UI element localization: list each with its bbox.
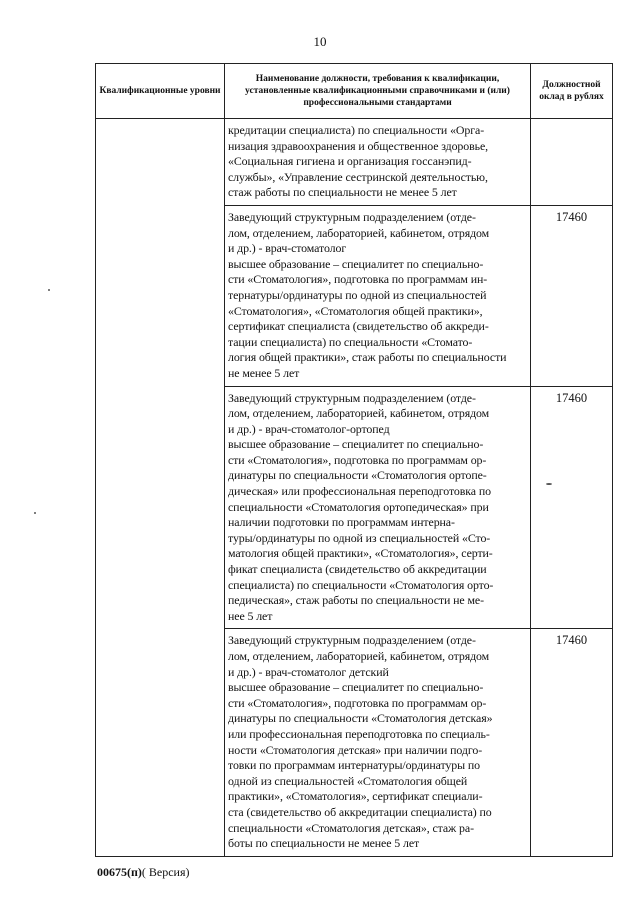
header-salary: Должностной оклад в рублях (531, 64, 613, 119)
salary-cell (531, 119, 613, 206)
salary-cell (531, 629, 613, 856)
position-cell (225, 205, 531, 386)
salary-cell (531, 205, 613, 386)
position-text: Заведующий структурным подразделением (отде- лом, отделением, лабораторией, кабинетом, отрядом и др.) - врач-стоматолог детский высшее образование – специалитет по специально- сти «Стоматология», подготовка по программам ор- динатуры по специальности «Стоматология детская» или профессиональная переподготовка по специаль- ности «Стоматология детская» при наличии подго- товки по программам интернатуры/ординатуры по одной из специальностей «Стоматология общей практики», «Стоматология», сертификат специали- ста (свидетельство об аккредитации специалиста) по специальности «Стоматология детская», стаж ра- боты по специальности не менее 5 лет (228, 633, 493, 851)
document-version: ( Версия) (141, 865, 190, 879)
qualification-level-cell (96, 119, 225, 857)
position-text: Заведующий структурным подразделением (отде- лом, отделением, лабораторией, кабинетом, отрядом и др.) - врач-стоматолог-ортопед высшее образование – специалитет по специально- сти «Стоматология», подготовка по программам ор- динатуры по специальности «Стоматология ортопе- дическая» или профессиональная переподготовка по специальности «Стоматология ортопедическая» при наличии подготовки по программам интерна- туры/ординатуры по одной из специальностей «Сто- матология общей практики», «Стоматология», серти- фикат специалиста (свидетельство об аккредитации специалиста) по специальности «Стоматология орто- педическая», стаж работы по специальности не ме- нее 5 лет (228, 390, 494, 623)
qualification-table (95, 63, 613, 857)
position-text: кредитации специалиста) по специальности «Орга- низация здравоохранения и общественное здоровье, «Социальная гигиена и организация госсанэпид- службы», «Управление сестринской деятельностью, стаж работы по специальности не менее 5 лет (228, 123, 489, 200)
table-header-row (96, 64, 613, 119)
document-version-footer (97, 865, 190, 880)
position-cell (225, 629, 531, 856)
position-cell (225, 386, 531, 629)
position-cell (225, 119, 531, 206)
position-text: Заведующий структурным подразделением (отде- лом, отделением, лабораторией, кабинетом, отрядом и др.) - врач-стоматолог высшее образование – специалитет по специально- сти «Стоматология», подготовка по программам ин- тернатуры/ординатуры по одной из специальностей «Стоматология», «Стоматология общей практики», сертификат специалиста (свидетельство об аккреди- тации специалиста) по специальности «Стомато- логия общей практики», стаж работы по специальности не менее 5 лет (228, 209, 507, 380)
page-number: 10 (313, 34, 327, 49)
scan-speck (546, 483, 552, 485)
salary-value: 17460 (555, 390, 588, 405)
header-qualification-levels: Квалификационные уровни (96, 64, 225, 119)
salary-cell (531, 386, 613, 629)
scan-speck (48, 289, 50, 291)
table-row (96, 119, 613, 206)
salary-value: 17460 (555, 633, 588, 648)
salary-value (531, 119, 612, 123)
header-position-requirements: Наименование должности, требования к квалификации, установленные квалификационными справочниками и (или) профессиональными стандартами (225, 64, 531, 119)
salary-value: 17460 (555, 209, 588, 224)
document-code: 00675(п) (97, 865, 142, 879)
scan-speck (34, 512, 36, 514)
